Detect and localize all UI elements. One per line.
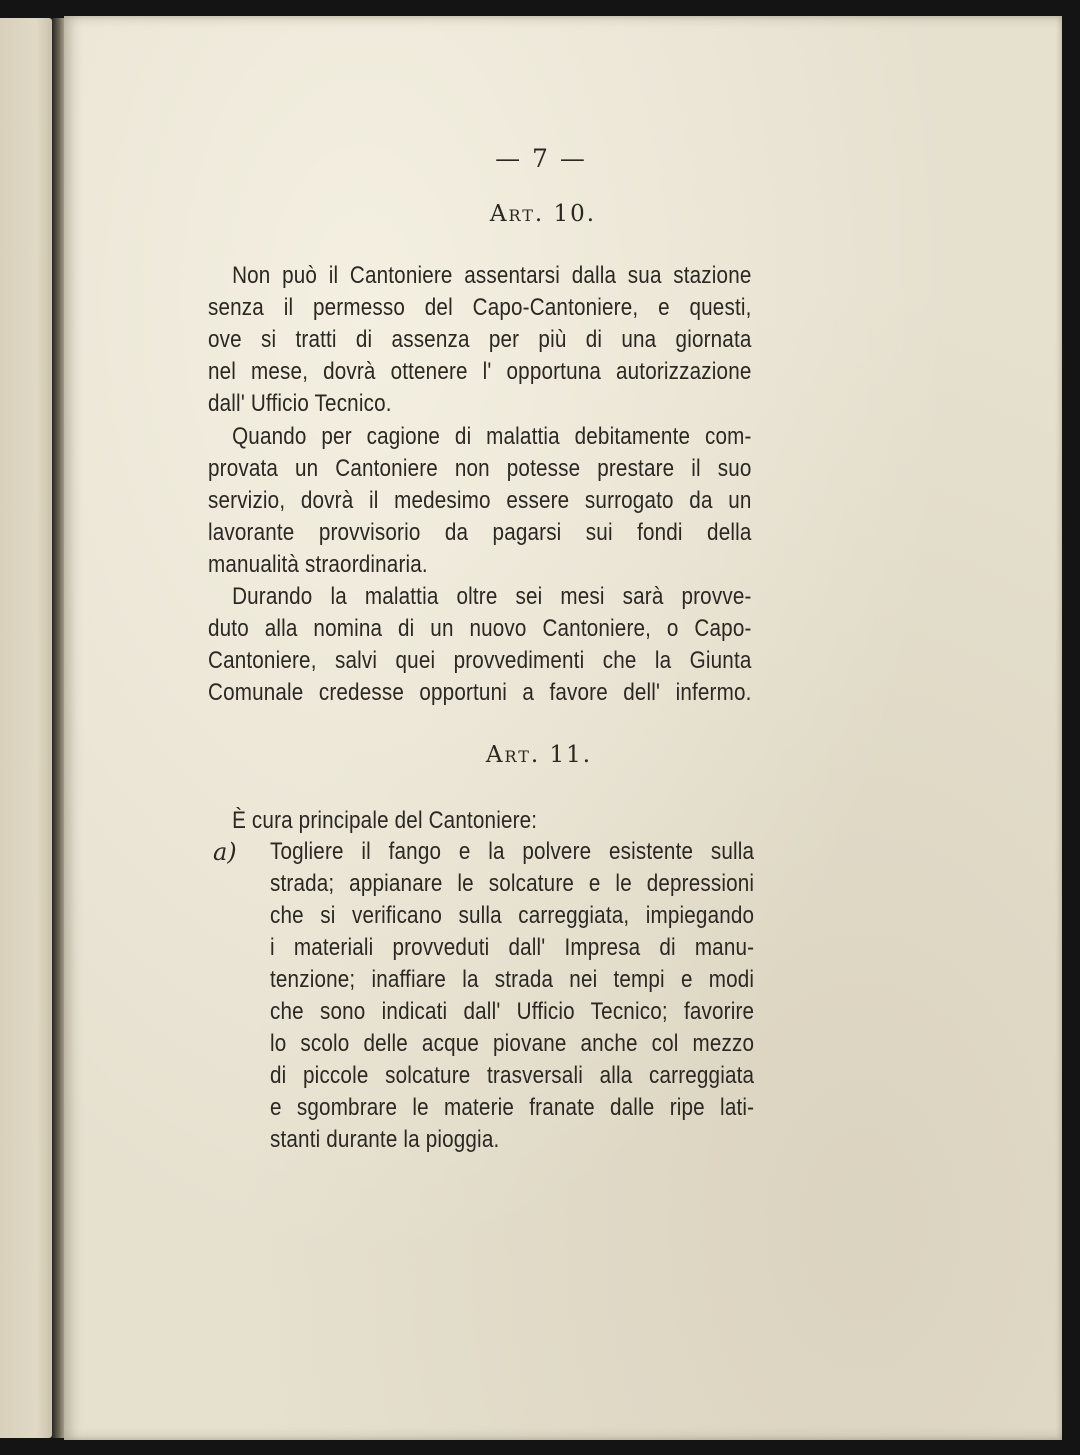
left-page-edge [0, 18, 52, 1438]
text-line: dall' Ufficio Tecnico. [208, 390, 392, 417]
text-line: e sgombrare le materie franate dalle ripe lati- [270, 1094, 755, 1121]
text-line: che si verificano sulla carreggiata, impiegando [270, 902, 755, 929]
text-line: senza il permesso del Capo-Cantoniere, e questi, [208, 294, 752, 321]
item-marker: a) [213, 838, 237, 866]
text-line: Durando la malattia oltre sei mesi sarà provve- [232, 583, 752, 610]
text-line: Cantoniere, salvi quei provvedimenti che la Giunta [208, 647, 752, 674]
text-line: Quando per cagione di malattia debitamente com- [232, 423, 752, 450]
text-line: stanti durante la pioggia. [270, 1126, 500, 1153]
article-10-paragraph-3 [208, 581, 752, 709]
text-line: strada; appianare le solcature e le depressioni [270, 870, 755, 897]
article-10-paragraph-1 [208, 260, 752, 420]
article-10-paragraph-2 [208, 421, 752, 581]
article-11-intro [208, 805, 752, 837]
text-line: duto alla nomina di un nuovo Cantoniere, o Capo- [208, 615, 752, 642]
text-line: di piccole solcature trasversali alla carreggiata [270, 1062, 755, 1089]
page-number: — 7 — [495, 144, 587, 173]
text-line: servizio, dovrà il medesimo essere surrogato da un [208, 487, 752, 514]
text-line: provata un Cantoniere non potesse prestare il suo [208, 455, 752, 482]
text-line: lavorante provvisorio da pagarsi sui fondi della [208, 519, 752, 546]
text-line: tenzione; inaffiare la strada nei tempi e modi [270, 966, 755, 993]
text-line: i materiali provveduti dall' Impresa di manu- [270, 934, 755, 961]
book-page [64, 16, 1062, 1440]
text-line: Non può il Cantoniere assentarsi dalla sua stazione [232, 262, 752, 289]
text-line: che sono indicati dall' Ufficio Tecnico; favorire [270, 998, 755, 1025]
item-a-body [270, 836, 833, 1156]
text-line: nel mese, dovrà ottenere l' opportuna autorizzazione [208, 358, 752, 385]
text-line: Togliere il fango e la polvere esistente sulla [270, 838, 755, 865]
text-line: lo scolo delle acque piovane anche col mezzo [270, 1030, 755, 1057]
text-line: Comunale credesse opportuni a favore dell' infermo. [208, 679, 752, 706]
article-11-heading: Art. 11. [485, 742, 593, 768]
article-10-heading: Art. 10. [489, 201, 597, 227]
text-line: ove si tratti di assenza per più di una giornata [208, 326, 752, 353]
text-line: manualità straordinaria. [208, 551, 428, 578]
text-line: È cura principale del Cantoniere: [232, 807, 538, 834]
